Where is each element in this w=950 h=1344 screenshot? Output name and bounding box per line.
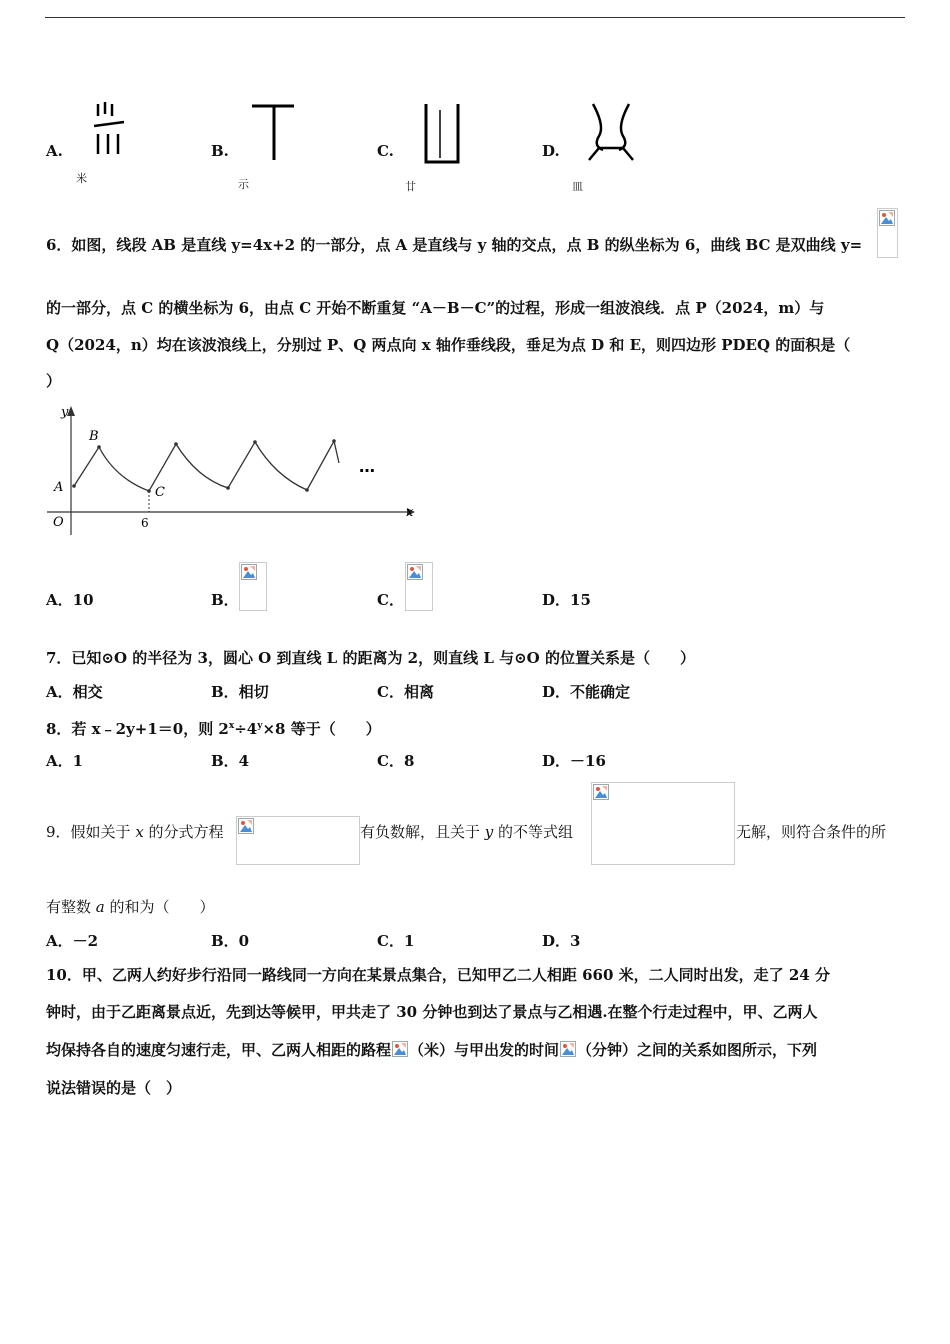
q9-var-x: x [135, 823, 144, 841]
q8-option-c: C．8 [377, 752, 415, 770]
q6-option-b-image [239, 562, 267, 611]
broken-image-icon [407, 564, 423, 580]
q7-option-b: B．相切 [211, 683, 269, 701]
glyph-a-icon [90, 100, 130, 160]
q5-option-b-label: B. [211, 142, 229, 160]
broken-image-icon [241, 564, 257, 580]
q9-text-3: 有负数解，且关于 [360, 823, 485, 841]
q7-option-d: D．不能确定 [542, 683, 631, 701]
q8-stem-pre: 8．若 x﹣2y+1＝0，则 2 [46, 720, 229, 738]
q8-stem-post: ×8 等于（ ） [262, 720, 381, 738]
glyph-d-caption: 皿 [572, 180, 583, 193]
q9-option-c: C．1 [377, 932, 415, 950]
graph-ellipsis: … [359, 457, 375, 476]
q6-stem-line2: 的一部分，点 C 的横坐标为 6，由点 C 开始不断重复 “A－B－C”的过程，形成一组波浪线．点 P（2024，m）与 [46, 299, 825, 317]
q10-stem-line4: 说法错误的是（ ） [46, 1079, 182, 1097]
q9-inequality-image [591, 782, 735, 865]
point-b-label: B [89, 429, 99, 444]
q8-option-d: D．－16 [542, 752, 606, 770]
q8-sup-y: y [257, 721, 263, 731]
q10-line3-post: （分钟）之间的关系如图所示，下列 [577, 1041, 818, 1059]
q6-stem-line1: 6．如图，线段 AB 是直线 y=4x+2 的一部分，点 A 是直线与 y 轴的交点，点 B 的纵坐标为 6，曲线 BC 是双曲线 y= [46, 236, 863, 254]
q9-option-a: A．－2 [46, 932, 99, 950]
q7-option-a: A．相交 [46, 683, 103, 701]
q6-option-b: B． [211, 591, 239, 609]
broken-image-icon [593, 784, 609, 800]
q9-stem-part3: 无解，则符合条件的所 [736, 823, 887, 841]
q6-option-d: D．15 [542, 591, 591, 609]
q10-stem-line1: 10．甲、乙两人约好步行沿同一路线同一方向在某景点集合，已知甲乙二人相距 660 米，二人同时出发，走了 24 分 [46, 966, 830, 984]
wave-graph [45, 400, 420, 540]
glyph-b-caption: 示 [238, 178, 249, 191]
q9-stem-line2 [46, 896, 215, 918]
q5-option-a-label: A. [46, 142, 63, 160]
q9-text-2: 的分式方程 [143, 823, 224, 841]
q8-option-b: B．4 [211, 752, 250, 770]
broken-image-icon [238, 818, 254, 834]
q6-stem-line4: ） [46, 372, 62, 390]
q7-option-c: C．相离 [377, 683, 434, 701]
q9-var-y: y [484, 823, 494, 841]
q8-stem [46, 715, 381, 740]
glyph-d-icon [585, 100, 637, 166]
x-axis-label: x [406, 505, 414, 520]
q9-option-b: B．0 [211, 932, 250, 950]
q9-text-1: 9．假如关于 [46, 823, 136, 841]
q10-line3-pre: 均保持各自的速度匀速行走，甲、乙两人相距的路程 [46, 1041, 392, 1059]
point-c-label: C [155, 485, 165, 500]
q5-option-d-label: D. [542, 142, 560, 160]
wave-curve [74, 441, 339, 491]
q9-line2-pre: 有整数 [46, 898, 96, 916]
q6-formula-image [877, 208, 898, 258]
glyph-c-icon [420, 100, 464, 166]
q8-stem-mid: ÷4 [234, 720, 258, 738]
q9-equation-image [236, 816, 360, 865]
tick-6-label: 6 [141, 516, 149, 530]
q9-stem-part2 [360, 821, 573, 843]
q9-text-4: 的不等式组 [493, 823, 574, 841]
q9-var-a: a [95, 898, 105, 916]
glyph-c-caption: 廿 [405, 180, 416, 193]
q7-stem: 7．已知⊙O 的半径为 3，圆心 O 到直线 L 的距离为 2，则直线 L 与⊙O 的位置关系是（ ） [46, 649, 695, 667]
q10-line3-mid: （米）与甲出发的时间 [409, 1041, 560, 1059]
q9-line2-post: 的和为（ ） [104, 898, 215, 916]
q6-option-c-image [405, 562, 433, 611]
top-rule [45, 17, 905, 18]
y-axis-label: y [61, 405, 69, 420]
q9-stem-part1 [46, 821, 224, 843]
broken-image-icon [392, 1041, 408, 1057]
q10-stem-line2: 钟时，由于乙距离景点近，先到达等候甲，甲共走了 30 分钟也到达了景点与乙相遇.在整个行走过程中，甲、乙两人 [46, 1003, 818, 1021]
q9-option-d: D．3 [542, 932, 581, 950]
glyph-a-caption: 米 [76, 172, 87, 185]
broken-image-icon [560, 1041, 576, 1057]
glyph-b-icon [250, 100, 300, 164]
q5-option-c-label: C. [377, 142, 394, 160]
q10-stem-line3 [46, 1039, 817, 1061]
q6-option-c: C． [377, 591, 404, 609]
broken-image-icon [879, 210, 895, 226]
q6-option-a: A．10 [46, 591, 94, 609]
q8-option-a: A．1 [46, 752, 84, 770]
q6-stem-line3: Q（2024，n）均在该波浪线上，分别过 P、Q 两点向 x 轴作垂线段，垂足为点 D 和 E，则四边形 PDEQ 的面积是（ [46, 336, 851, 354]
origin-label: O [53, 515, 64, 530]
point-a-label: A [54, 480, 64, 495]
q8-sup-x: x [228, 721, 235, 731]
